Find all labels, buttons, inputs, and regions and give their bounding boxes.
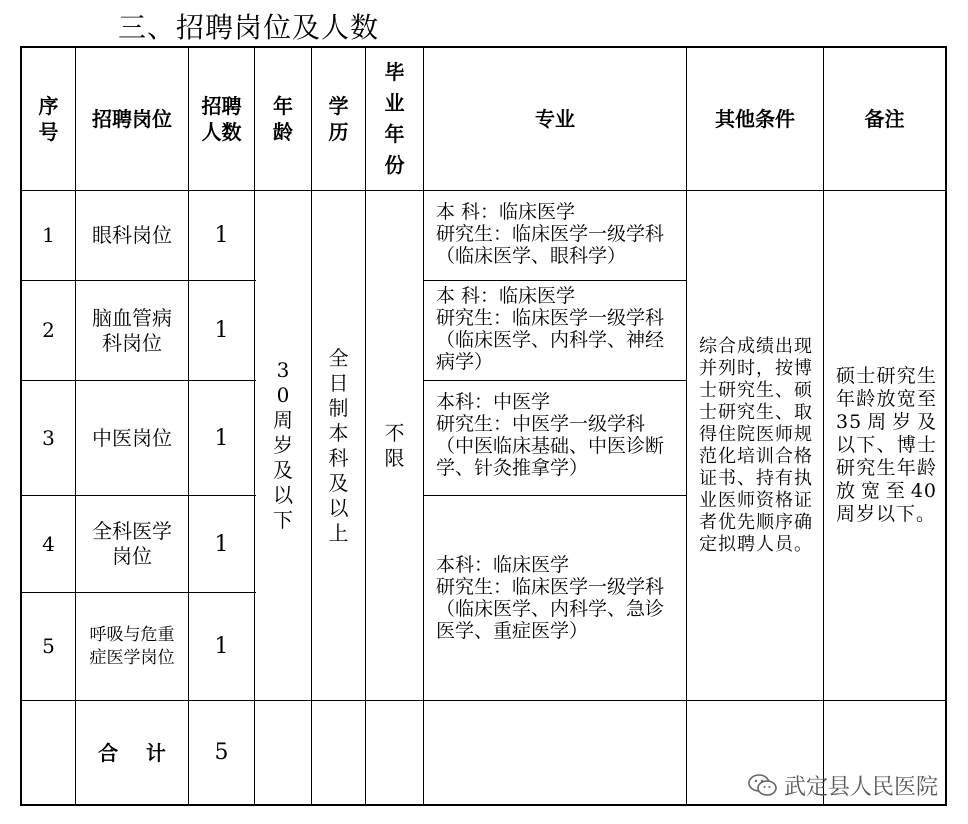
- row1-major-text: 本 科：临床医学 研究生：临床医学一级学科（临床医学、眼科学）: [436, 201, 665, 267]
- total-label-text: 合 计: [98, 740, 166, 765]
- shared-age: [255, 191, 311, 700]
- row4-seq: 4: [42, 531, 55, 556]
- header-education-label: 学历: [328, 94, 349, 144]
- row1-major: [424, 191, 686, 280]
- shared-remark-text: 硕士研究生年龄放宽至35周岁及以下、博士研究生年龄放宽至40周岁以下。: [836, 365, 937, 525]
- shared-remark: [824, 191, 945, 700]
- row1-position: [76, 191, 188, 280]
- header-seq: [22, 48, 75, 190]
- header-major: [424, 48, 686, 190]
- header-seq-label: 序号: [38, 94, 59, 144]
- header-other: [687, 48, 823, 190]
- shared-grad-year: [366, 191, 423, 700]
- shared-education: [312, 191, 365, 700]
- header-position-label: 招聘岗位: [92, 107, 172, 131]
- shared-other-text: 综合成绩出现并列时，按博士研究生、硕士研究生、取得住院医师规范化培训合格证书、持有执业医师资格证者优先顺序确定拟聘人员。: [699, 335, 813, 555]
- header-major-label: 专业: [535, 107, 575, 131]
- shared-age-text: 30周岁及以下: [273, 358, 293, 532]
- row4-5-major: [424, 496, 686, 700]
- header-age: [255, 48, 311, 190]
- row1-position-label: 眼科岗位: [92, 223, 172, 247]
- watermark-text: 武定县人民医院: [783, 775, 938, 800]
- row4-position: [76, 496, 188, 592]
- row5-position-label: 呼吸与危重症医学岗位: [89, 624, 175, 668]
- row4-5-major-text: 本科：临床医学 研究生：临床医学一级学科（临床医学、内科学、急诊医学、重症医学）: [436, 554, 665, 642]
- header-remark-label: 备注: [864, 107, 905, 131]
- row5-seq: 5: [42, 634, 55, 658]
- row2-seq: 2: [42, 318, 55, 342]
- shared-education-text: 全日制本科及以上: [328, 345, 349, 545]
- row1-seq: 1: [42, 223, 55, 247]
- row3-major-text: 本科：中医学 研究生：中医学一级学科（中医临床基础、中医诊断学、针灸推拿学）: [436, 391, 665, 479]
- row4-count: 1: [214, 531, 229, 557]
- row1-count: 1: [214, 223, 229, 248]
- header-position: [76, 48, 188, 190]
- header-count-label: 招聘人数: [201, 94, 242, 144]
- header-grad-year: [366, 48, 423, 190]
- row3-position-label: 中医岗位: [92, 425, 172, 450]
- row3-position: [76, 381, 188, 495]
- row2-major: [424, 281, 686, 380]
- watermark: [748, 770, 938, 801]
- row2-position-label: 脑血管病科岗位: [92, 305, 172, 355]
- shared-grad-year-text: 不限: [384, 420, 405, 470]
- shared-other-conditions: [687, 191, 823, 700]
- header-grad-year-label: 毕业年份: [384, 60, 405, 177]
- total-count: 5: [214, 740, 229, 765]
- row3-major: [424, 381, 686, 495]
- row4-position-label: 全科医学岗位: [92, 519, 172, 568]
- row2-major-text: 本 科：临床医学 研究生：临床医学一级学科（临床医学、内科学、神经病学）: [436, 285, 665, 373]
- header-remark: [824, 48, 945, 190]
- row2-count: 1: [214, 318, 229, 343]
- wechat-icon: [748, 773, 778, 799]
- section-title: 三、招聘岗位及人数: [118, 11, 380, 44]
- row3-seq: 3: [42, 425, 55, 450]
- header-other-label: 其他条件: [715, 107, 795, 131]
- row5-position: [76, 593, 188, 700]
- row2-position: [76, 281, 188, 380]
- table-border-bottom: [20, 804, 946, 806]
- row3-count: 1: [214, 425, 229, 451]
- header-education: [312, 48, 365, 190]
- total-label: [76, 701, 188, 804]
- header-count: [189, 48, 254, 190]
- header-age-label: 年龄: [273, 94, 293, 144]
- table-border-right: [945, 46, 947, 806]
- row5-count: 1: [214, 634, 229, 659]
